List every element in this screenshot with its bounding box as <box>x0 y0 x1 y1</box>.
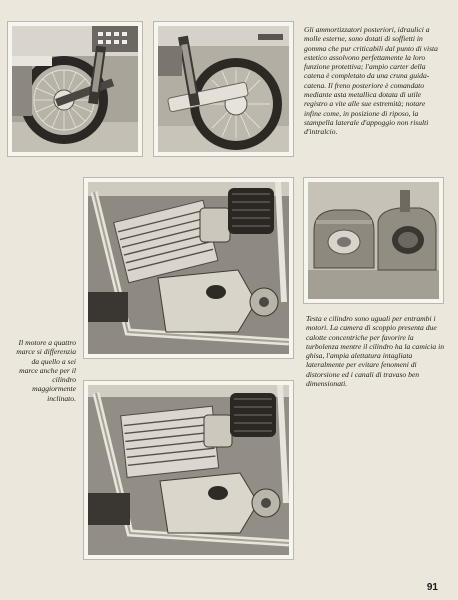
caption-suspension: Gli ammortizzatori posteriori, idraulici a molle esterne, sono dotati di soffietti in gomma che pur criticabili dal punto di vista estetico assolvono perfettamente la loro funzione protettiva; l'ampio carter della catena è completato da una cruna guida-catena. Il freno posteriore è comandato mediante asta metallica dotata di utile registro a vite alle sue estremità; notare infine come, in posizione di riposo, la stampella laterale d'appoggio non risulti d'intralcio. <box>304 25 438 137</box>
photo-engine-four-speed <box>83 177 294 359</box>
page-number: 91 <box>426 582 438 593</box>
photo-head-cylinder <box>303 177 444 304</box>
caption-head-cylinder: Testa e cilindro sono uguali per entrambi i motori. La camera di scoppio presenta due calotte concentriche per favorire la turbolenza mentre il cilindro ha la camicia in ghisa, l'ampia alettatura intagliata lateralmente per evitare fenomeni di distorsione ed i canali di travaso ben dimensionati. <box>306 314 445 389</box>
photo-rear-wheel-left <box>7 21 143 157</box>
photo-rear-wheel-right <box>153 21 294 157</box>
caption-gearbox: Il motore a quattro marce si differenzia da quello a sei marce anche per il cilindro maggiormente inclinato. <box>16 338 76 403</box>
photo-engine-six-speed <box>83 380 294 560</box>
